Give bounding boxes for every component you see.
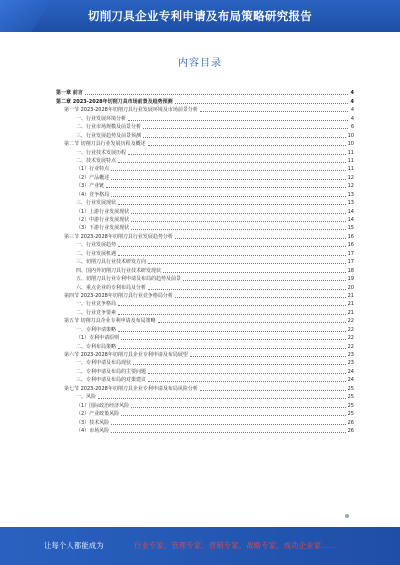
toc-entry-page: 22 — [347, 326, 354, 333]
toc-leader-dots — [175, 103, 348, 104]
toc-entry[interactable] — [56, 383, 354, 391]
toc-entry-label: （1）行业特点 — [76, 166, 110, 173]
toc-entry-page: 22 — [347, 335, 354, 342]
toc-leader-dots — [98, 398, 346, 399]
toc-entry-page: 22 — [347, 318, 354, 325]
toc-entry-page: 11 — [347, 166, 354, 173]
toc-entry-label: （1）国际政治经济风险 — [76, 402, 130, 409]
toc-leader-dots — [118, 204, 346, 205]
toc-entry[interactable] — [56, 223, 354, 231]
toc-entry[interactable] — [56, 324, 354, 332]
toc-entry[interactable] — [56, 375, 354, 383]
toc-entry-label: 三、行业发展趋势及前景预测 — [76, 132, 142, 139]
toc-entry[interactable] — [56, 130, 354, 138]
toc-leader-dots — [148, 381, 346, 382]
toc-leader-dots — [111, 424, 345, 425]
toc-entry-page: 18 — [347, 267, 354, 274]
toc-entry[interactable] — [56, 122, 354, 130]
toc-entry[interactable] — [56, 96, 354, 104]
report-title: 切削刀具企业专利申请及布局策略研究报告 — [87, 9, 313, 23]
toc-entry-page: 15 — [347, 225, 354, 232]
toc-entry[interactable] — [56, 147, 354, 155]
toc-entry-page: 6 — [350, 124, 354, 131]
toc-entry-label: 第六节 2023-2028年切削刀具企业专利申请及布局展望 — [64, 352, 188, 358]
toc-leader-dots — [118, 348, 346, 349]
toc-entry-label: （1）专利申请原则 — [76, 335, 120, 342]
toc-entry-label: 第三节 2023-2028年切削刀具行业发展趋势分析 — [64, 233, 173, 240]
toc-leader-dots — [175, 297, 346, 298]
toc-entry-label: 三、专利申请及布局的对策建议 — [76, 377, 147, 384]
toc-entry-page: 21 — [347, 309, 354, 316]
toc-entry-page: 25 — [347, 385, 354, 392]
toc-entry[interactable] — [56, 206, 354, 214]
toc-entry[interactable] — [56, 274, 354, 282]
toc-entry[interactable] — [56, 341, 354, 349]
toc-entry-label: 一、行业发展环境分析 — [76, 115, 127, 122]
toc-leader-dots — [131, 407, 345, 408]
toc-leader-dots — [143, 128, 348, 129]
toc-leader-dots — [133, 364, 346, 365]
toc-leader-dots — [200, 111, 348, 112]
toc-entry-label: 一、行业技术发展历程 — [76, 149, 127, 156]
toc-leader-dots — [148, 145, 346, 146]
toc-entry-page: 12 — [347, 183, 354, 190]
toc-entry[interactable] — [56, 172, 354, 180]
toc-entry[interactable] — [56, 307, 354, 315]
toc-entry-page: 4 — [350, 115, 354, 122]
toc-entry-label: （2）产品概述 — [76, 174, 110, 181]
toc-leader-dots — [143, 137, 346, 138]
toc-entry-page: 16 — [347, 242, 354, 249]
toc-entry[interactable] — [56, 426, 354, 434]
toc-entry-page: 23 — [347, 360, 354, 367]
toc-entry-label: （1）上游行业发展现状 — [76, 208, 130, 215]
toc-entry[interactable] — [56, 240, 354, 248]
toc-leader-dots — [118, 162, 346, 163]
toc-entry[interactable] — [56, 366, 354, 374]
toc-leader-dots — [128, 154, 346, 155]
toc-leader-dots — [118, 305, 346, 306]
toc-entry-page: 11 — [347, 157, 354, 164]
toc-entry-label: （4）竞争格局 — [76, 191, 110, 198]
toc-entry[interactable] — [56, 88, 354, 96]
toc-entry-page: 14 — [347, 208, 354, 215]
toc-entry-label: 四、国内外切削刀具行业技术研发现状 — [76, 267, 162, 274]
footer-slogan-left: 让每个人都能成为 — [44, 541, 104, 550]
toc-entry-page: 25 — [347, 411, 354, 418]
toc-entry[interactable] — [56, 231, 354, 239]
toc-entry-label: 二、行业市场规模及前景分析 — [76, 124, 142, 131]
toc-entry-label: （2）中游行业发展现状 — [76, 217, 130, 223]
toc-leader-dots — [118, 255, 346, 256]
toc-entry[interactable] — [56, 409, 354, 417]
toc-entry-page: 26 — [347, 427, 354, 434]
toc-leader-dots — [111, 196, 345, 197]
toc-leader-dots — [158, 322, 346, 323]
toc-leader-dots — [106, 187, 345, 188]
toc-entry[interactable] — [56, 265, 354, 273]
toc-entry[interactable] — [56, 215, 354, 223]
toc-entry-page: 23 — [347, 352, 354, 358]
toc-entry[interactable] — [56, 105, 354, 113]
toc-entry-page: 20 — [347, 284, 354, 291]
toc-entry-page: 25 — [347, 402, 354, 409]
toc-entry-label: 第二章 2023-2028年切削刀具市场前景及趋势预测 — [56, 98, 173, 105]
toc-entry-page: 22 — [347, 343, 354, 350]
toc-entry-label: （2）产业政策风险 — [76, 411, 120, 418]
toc-entry[interactable] — [56, 316, 354, 324]
footer-slogan-right: 行业专家、管理专家、营销专家、战略专家、成功企业家…… — [134, 541, 337, 550]
toc-entry-label: 六、重点企业的专利布局及分析 — [76, 284, 147, 291]
toc-entry-page: 10 — [347, 141, 354, 148]
toc-entry-page: 11 — [347, 149, 354, 156]
toc-entry-page: 26 — [347, 419, 354, 426]
toc-entry-page: 24 — [347, 377, 354, 384]
toc-leader-dots — [111, 170, 345, 171]
toc-leader-dots — [148, 373, 346, 374]
toc-leader-dots — [175, 238, 346, 239]
toc-entry-page: 24 — [347, 368, 354, 375]
toc-entry-page: 12 — [347, 174, 354, 181]
toc-entry[interactable] — [56, 392, 354, 400]
page-marker — [345, 514, 349, 518]
toc-entry[interactable] — [56, 248, 354, 256]
toc-leader-dots — [131, 229, 345, 230]
toc-entry-label: （3）产业链 — [76, 183, 105, 190]
toc-entry-label: 二、专利布局策略 — [76, 343, 117, 350]
toc-entry[interactable] — [56, 113, 354, 121]
toc-entry-page: 4 — [350, 107, 354, 114]
toc-entry[interactable] — [56, 189, 354, 197]
toc-entry-label: 一、行业竞争格局 — [76, 301, 117, 308]
toc-leader-dots — [148, 289, 346, 290]
report-header — [0, 0, 400, 32]
toc-leader-dots — [183, 280, 346, 281]
toc-leader-dots — [118, 331, 346, 332]
toc-leader-dots — [85, 94, 348, 95]
toc-entry-label: 第四节 2023-2028年切削刀具行业竞争格局分析 — [64, 292, 173, 299]
toc-entry[interactable] — [56, 417, 354, 425]
toc-leader-dots — [121, 339, 345, 340]
toc-entry-page: 17 — [347, 250, 354, 257]
toc-entry-label: 第一节 2023-2028年切削刀具行业发展环境及市场前景分析 — [64, 107, 198, 114]
toc-entry-page: 25 — [347, 394, 354, 401]
toc-entry-label: （3）下游行业发展现状 — [76, 225, 130, 232]
toc-leader-dots — [190, 356, 346, 357]
toc-leader-dots — [131, 213, 345, 214]
toc-leader-dots — [163, 272, 346, 273]
toc-leader-dots — [111, 432, 345, 433]
toc-entry[interactable] — [56, 156, 354, 164]
toc-entry[interactable] — [56, 333, 354, 341]
toc-entry[interactable] — [56, 358, 354, 366]
toc-entry-page: 21 — [347, 292, 354, 299]
toc-entry-label: 二、专利申请及布局的主要问题 — [76, 368, 147, 375]
toc-entry-page: 17 — [347, 259, 354, 266]
toc-entry-page: 16 — [347, 233, 354, 240]
toc-entry-label: 一、风险 — [76, 394, 97, 401]
toc-entry-label: 第二节 切削刀具行业发展历程及概述 — [64, 141, 146, 148]
report-footer — [0, 527, 400, 565]
toc-entry[interactable] — [56, 400, 354, 408]
toc-leader-dots — [131, 221, 345, 222]
toc-entry[interactable] — [56, 198, 354, 206]
toc-entry-label: 一、专利申请及布局现状 — [76, 360, 132, 367]
toc-entry-label: 二、行业发展机遇 — [76, 250, 117, 257]
toc-leader-dots — [118, 246, 346, 247]
toc-entry-label: 第五节 切削刀具企业专利申请及布局策略 — [64, 318, 156, 325]
toc-entry-label: 第七节 2023-2028年切削刀具企业专利申请及布局风险分析 — [64, 385, 198, 392]
toc-leader-dots — [111, 179, 345, 180]
toc-entry-page: 21 — [347, 301, 354, 308]
toc-leader-dots — [148, 263, 346, 264]
toc-entry-label: （4）市场风险 — [76, 427, 110, 434]
toc-entry-label: 三、行业发展现状 — [76, 200, 117, 207]
toc-entry[interactable] — [56, 291, 354, 299]
toc-entry-label: 一、行业发展趋势 — [76, 242, 117, 249]
toc-entry-label: 二、行业竞争要素 — [76, 309, 117, 316]
toc-leader-dots — [121, 415, 345, 416]
toc-leader-dots — [118, 314, 346, 315]
toc-entry-page: 4 — [350, 98, 354, 105]
toc-entry-page: 19 — [347, 276, 354, 283]
toc-leader-dots — [128, 120, 348, 121]
toc-entry-page: 13 — [347, 191, 354, 198]
toc-entry-page: 4 — [350, 90, 354, 97]
toc-entry[interactable] — [56, 299, 354, 307]
toc-entry[interactable] — [56, 282, 354, 290]
toc-title: 内容目录 — [178, 58, 222, 69]
table-of-contents — [56, 88, 354, 434]
toc-entry-page: 14 — [347, 217, 354, 223]
toc-entry[interactable] — [56, 350, 354, 358]
toc-leader-dots — [200, 390, 346, 391]
toc-entry[interactable] — [56, 139, 354, 147]
toc-entry-label: 五、切削刀具行业专利申请及布局的趋势及前景 — [76, 276, 182, 283]
toc-entry[interactable] — [56, 257, 354, 265]
toc-entry-label: （3）技术风险 — [76, 419, 110, 426]
toc-entry[interactable] — [56, 164, 354, 172]
toc-entry[interactable] — [56, 181, 354, 189]
toc-entry-page: 13 — [347, 200, 354, 207]
toc-entry-label: 三、切削刀具行业技术研发方向 — [76, 259, 147, 266]
toc-entry-label: 第一章 前言 — [56, 90, 83, 97]
toc-entry-label: 一、专利申请策略 — [76, 326, 117, 333]
toc-entry-page: 10 — [347, 132, 354, 139]
toc-entry-label: 二、技术发展特点 — [76, 157, 117, 164]
